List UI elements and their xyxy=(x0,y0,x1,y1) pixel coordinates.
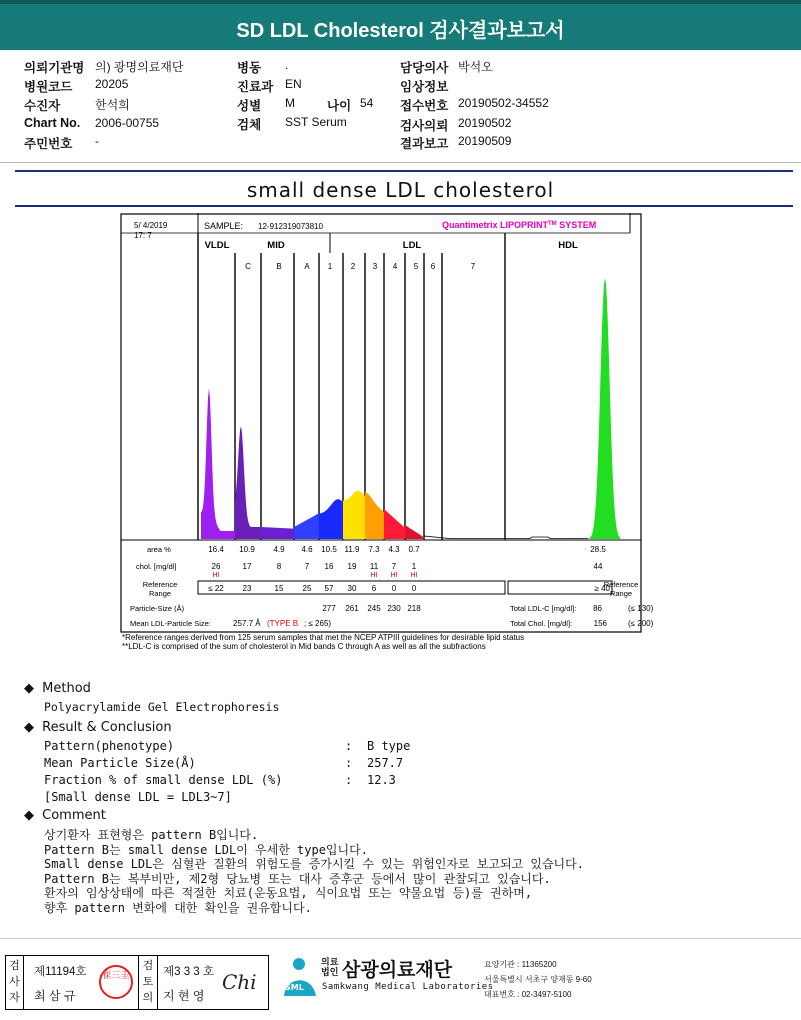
chol-value: 1 xyxy=(411,562,417,571)
ref-label-right: Range xyxy=(609,589,633,598)
report-title-bar xyxy=(0,0,801,50)
chart-frame xyxy=(121,214,641,632)
ref-value: ≤ 22 xyxy=(208,584,224,593)
chart-no-value: 2006-00755 xyxy=(95,116,160,130)
sex-label: 성별 xyxy=(237,99,262,113)
band-label: A xyxy=(304,262,310,271)
ref-value: 0 xyxy=(391,584,397,593)
doctor-value: 박석오 xyxy=(458,60,493,74)
chol-value: 19 xyxy=(347,562,357,571)
clinical-label: 임상정보 xyxy=(400,80,449,94)
comment-heading-text: Comment xyxy=(42,808,106,823)
confirm-label-char: 검 xyxy=(142,960,154,972)
confirm-label-char: 토 xyxy=(142,976,154,988)
area-value: 4.9 xyxy=(273,545,285,554)
id-no-label: 주민번호 xyxy=(24,137,73,151)
ref-value: 0 xyxy=(411,584,417,593)
group-label: LDL xyxy=(402,240,422,251)
patient-name: 한석희 xyxy=(95,98,130,112)
sample-label: SAMPLE: xyxy=(204,221,244,231)
result-label: Fraction % of small dense LDL (%) xyxy=(44,773,283,787)
area-value: 4.6 xyxy=(301,545,313,554)
chol-value: 7 xyxy=(391,562,397,571)
chol-value: 26 xyxy=(211,562,221,571)
receipt-value: 20190502-34552 xyxy=(458,96,549,110)
divider xyxy=(0,162,801,163)
hi-flag: HI xyxy=(370,572,378,579)
ref-value: 23 xyxy=(242,584,252,593)
ward-label: 병동 xyxy=(237,61,262,75)
ref-value: 6 xyxy=(371,584,377,593)
area-value: 4.3 xyxy=(388,545,400,554)
ward-value: . xyxy=(285,58,289,72)
age-label: 나이 xyxy=(327,99,352,113)
diamond-bullet-icon: ◆ xyxy=(24,681,34,696)
tester-label-char: 자 xyxy=(9,992,20,1004)
ref-label-right: Reference xyxy=(603,580,639,589)
result-value: 257.7 xyxy=(367,756,404,770)
sml-logo xyxy=(276,952,322,998)
seal-stamp xyxy=(99,965,133,999)
chol-value: 44 xyxy=(593,562,603,571)
band-label: C xyxy=(245,262,251,271)
peak-mid-b xyxy=(261,527,294,539)
particle-size-value: 230 xyxy=(387,604,401,613)
ref-label: Reference xyxy=(142,580,178,589)
chart-footnote: *Reference ranges derived from 125 serum samples that met the NCEP ATPIII guidelines for desirable lipid status xyxy=(122,633,525,642)
sex-value: M xyxy=(285,96,295,110)
total-ldl-label: Total LDL-C [mg/dl]: xyxy=(510,604,577,613)
org-english-name: Samkwang Medical Laboratories xyxy=(322,982,494,992)
comment-line: 환자의 임상상태에 따른 적절한 치료(운동요법, 식이요법 또는 약물요법 등)를 권하며, xyxy=(44,886,533,901)
particle-size-value: 261 xyxy=(345,604,359,613)
chol-value: 7 xyxy=(304,562,310,571)
particle-size-value: 277 xyxy=(322,604,336,613)
patient-label: 수진자 xyxy=(24,99,61,113)
group-label: VLDL xyxy=(204,240,230,251)
institution-value: 의) 광명의료재단 xyxy=(95,60,184,74)
comment-line: Pattern B는 복부비만, 제2형 당뇨병 또는 대사 증후군 등에서 많이 관찰되고 있습니다. xyxy=(44,871,551,886)
specimen-value: SST Serum xyxy=(285,115,347,129)
chart-no-label: Chart No. xyxy=(24,116,81,130)
particle-size-value: 218 xyxy=(407,604,421,613)
hospital-code-value: 20205 xyxy=(95,77,129,91)
chart-time: 17: 7 xyxy=(134,231,152,240)
report-title: SD LDL Cholesterol 검사결과보고서 xyxy=(236,20,565,42)
comment-line: Pattern B는 small dense LDL이 우세한 type입니다. xyxy=(44,842,368,857)
tester-label-char: 검 xyxy=(9,960,20,972)
result-separator: : xyxy=(345,739,353,753)
specimen-label: 검체 xyxy=(237,118,262,132)
report-value: 20190509 xyxy=(458,134,512,148)
hospital-code-label: 병원코드 xyxy=(24,80,73,94)
section-title: small dense LDL cholesterol xyxy=(246,178,555,202)
request-value: 20190502 xyxy=(458,116,512,130)
chol-value: 16 xyxy=(324,562,334,571)
confirm-label-char: 의 xyxy=(142,992,154,1004)
tester-label xyxy=(6,956,24,1009)
org-address: 서울특별시 서초구 양재동 9-60 xyxy=(484,975,592,984)
confirm-license-no: 제3 3 3 호 xyxy=(163,966,214,978)
result-heading-text: Result & Conclusion xyxy=(42,720,172,735)
method-heading-text: Method xyxy=(42,681,91,696)
org-name: 삼광의료재단 xyxy=(342,960,453,981)
result-heading xyxy=(24,720,172,735)
ref-label: Range xyxy=(148,589,172,598)
band-label: 4 xyxy=(392,262,398,271)
method-heading xyxy=(24,681,91,696)
institution-label: 의뢰기관명 xyxy=(24,61,85,75)
sample-id: 12-912319073810 xyxy=(258,222,323,231)
report-label: 결과보고 xyxy=(400,137,449,151)
lipoprint-chart xyxy=(120,213,654,653)
diamond-bullet-icon: ◆ xyxy=(24,720,34,735)
result-label: Mean Particle Size(Å) xyxy=(44,756,196,770)
chart-footnote: **LDL-C is comprised of the sum of cholesterol in Mid bands C through A as well as all the subfractions xyxy=(122,642,486,651)
comment-line: 향후 pattern 변화에 대한 확인을 권유합니다. xyxy=(44,901,312,915)
ref-value: 57 xyxy=(324,584,334,593)
band-label: 6 xyxy=(430,262,436,271)
confirm-name: 지 현 영 xyxy=(163,989,205,1003)
band-label: B xyxy=(276,262,282,271)
tester-name: 최 삼 규 xyxy=(34,989,76,1003)
doctor-label: 담당의사 xyxy=(400,61,449,75)
divider xyxy=(15,170,793,172)
area-value: 7.3 xyxy=(368,545,380,554)
comment-line: 상기환자 표현형은 pattern B입니다. xyxy=(44,828,259,842)
group-label: MID xyxy=(267,240,285,251)
tester-label-char: 사 xyxy=(9,976,20,988)
tester-license-no: 제11194호 xyxy=(34,966,87,978)
hi-flag: HI xyxy=(410,572,418,579)
chart-title xyxy=(442,220,596,230)
chart-title-part: TM xyxy=(548,221,557,227)
dept-value: EN xyxy=(285,77,302,91)
org-prefix-line: 의료 xyxy=(321,957,339,967)
total-ldl-ref: (≤ 130) xyxy=(628,604,654,613)
particle-size-label: Particle-Size (Å) xyxy=(130,604,185,613)
divider xyxy=(15,205,793,207)
divider xyxy=(0,938,801,939)
hi-flag: HI xyxy=(390,572,398,579)
particle-size-value: 245 xyxy=(367,604,381,613)
ref-value: ≥ 40 xyxy=(594,584,610,593)
mean-size-value: 257.7 Å xyxy=(233,619,261,628)
band-label: 7 xyxy=(470,262,476,271)
result-separator: : xyxy=(345,756,353,770)
comment-line: Small dense LDL은 심혈관 질환의 위험도를 증가시킬 수 있는 위험인자로 보고되고 있습니다. xyxy=(44,857,584,872)
total-chol-value: 156 xyxy=(593,619,607,628)
chol-value: 17 xyxy=(242,562,252,571)
ref-value: 25 xyxy=(302,584,312,593)
org-prefix-line: 법인 xyxy=(321,967,339,977)
group-label: HDL xyxy=(558,240,578,251)
band-label: 1 xyxy=(327,262,333,271)
logo-abbr: SML xyxy=(285,983,304,992)
org-phone: 대표번호 : 02-3497-5100 xyxy=(484,990,572,999)
area-label: area % xyxy=(147,545,171,554)
request-label: 검사의뢰 xyxy=(400,119,449,133)
signature-box xyxy=(5,955,269,1010)
chart-title-part: Quantimetrix LIPOPRINT xyxy=(442,220,549,230)
result-value: 12.3 xyxy=(367,773,396,787)
result-value: B type xyxy=(367,739,411,753)
dept-label: 진료과 xyxy=(237,80,274,94)
result-label: Pattern(phenotype) xyxy=(44,739,175,753)
signature: Chi xyxy=(222,970,257,994)
org-code: 요양기관 : 11365200 xyxy=(484,960,557,969)
id-no-value: - xyxy=(95,134,99,148)
mean-size-ref: ; ≤ 265) xyxy=(304,619,332,628)
receipt-label: 접수번호 xyxy=(400,99,449,113)
confirm-label xyxy=(138,956,158,1009)
ref-value: 30 xyxy=(347,584,357,593)
chol-label: chol. [mg/dl] xyxy=(136,562,177,571)
area-value: 28.5 xyxy=(590,545,606,554)
total-chol-label: Total Chol. [mg/dl]: xyxy=(510,619,573,628)
patient-info xyxy=(0,50,801,160)
area-value: 11.9 xyxy=(344,545,360,554)
mean-size-type: (TYPE B xyxy=(267,619,299,628)
band-label: 2 xyxy=(350,262,356,271)
method-text: Polyacrylamide Gel Electrophoresis xyxy=(44,700,280,714)
result-note: [Small dense LDL = LDL3~7] xyxy=(44,790,232,804)
area-value: 10.5 xyxy=(321,545,337,554)
ref-value: 15 xyxy=(274,584,284,593)
chol-value: 11 xyxy=(369,562,379,571)
org-prefix xyxy=(321,957,338,977)
chart-title-part: SYSTEM xyxy=(556,220,597,230)
area-value: 0.7 xyxy=(408,545,420,554)
diamond-bullet-icon: ◆ xyxy=(24,808,34,823)
hi-flag: HI xyxy=(212,572,220,579)
band-label: 3 xyxy=(372,262,378,271)
area-value: 16.4 xyxy=(208,545,224,554)
seal-text: 崔三圭 xyxy=(102,970,130,980)
total-ldl-value: 86 xyxy=(593,604,602,613)
total-chol-ref: (≤ 200) xyxy=(628,619,654,628)
chol-value: 8 xyxy=(276,562,282,571)
comment-heading xyxy=(24,808,106,823)
chart-date: 5/ 4/2019 xyxy=(134,221,168,230)
mean-size-label: Mean LDL-Particle Size: xyxy=(130,619,211,628)
area-value: 10.9 xyxy=(239,545,255,554)
band-label: 5 xyxy=(413,262,419,271)
result-separator: : xyxy=(345,773,353,787)
age-value: 54 xyxy=(360,96,374,110)
